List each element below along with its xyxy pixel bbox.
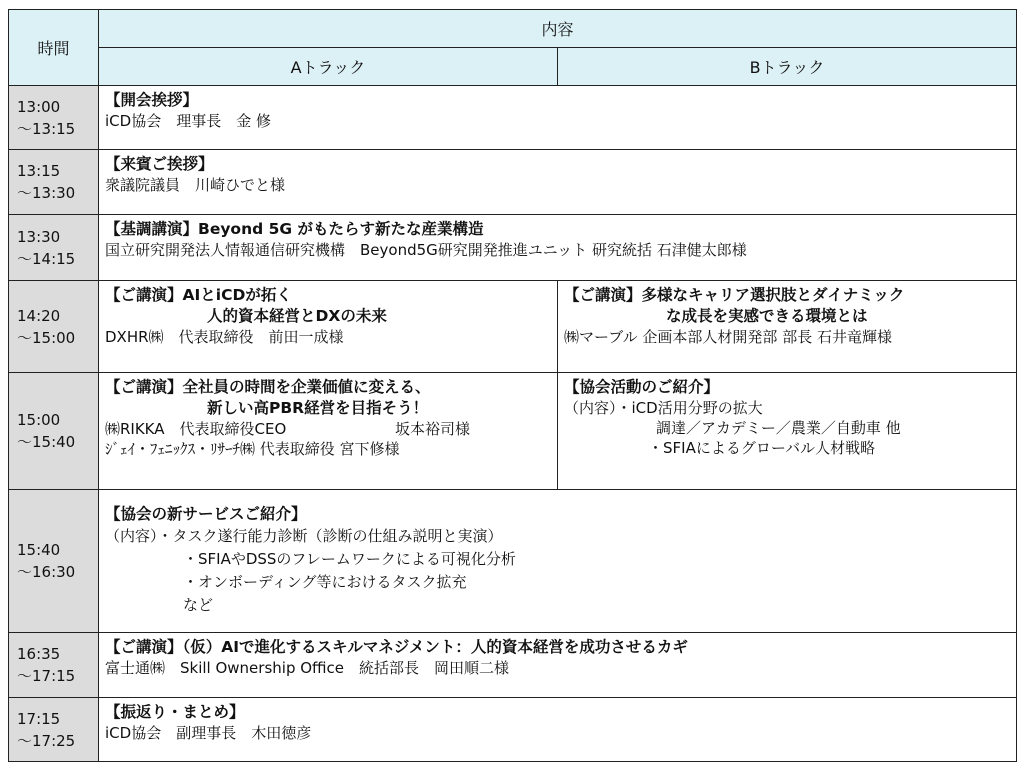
session-cell: [99, 633, 1017, 698]
session-speaker: DXHR㈱ 代表取締役 前田一成様: [105, 328, 344, 346]
time-start: 15:00: [17, 411, 61, 429]
session-speaker-row: [105, 419, 551, 439]
session-speaker: 衆議院議員 川崎ひでと様: [105, 176, 286, 194]
time-end: ～17:15: [17, 667, 76, 685]
time-start: 14:20: [17, 306, 61, 325]
time-cell: [9, 150, 99, 215]
time-cell: [9, 490, 99, 633]
session-speaker: ㈱RIKKA 代表取締役CEO: [105, 420, 287, 438]
session-title-cont: 新しい高PBR経営を目指そう！: [207, 399, 429, 417]
header-row-2: [9, 48, 1017, 86]
session-detail: ・SFIAやDSSのフレームワークによる可視化分析: [183, 550, 516, 568]
session-detail: ・SFIAによるグローバル人材戦略: [648, 439, 876, 457]
session-speaker: 国立研究開発法人情報通信研究機構 Beyond5G研究開発推進ユニット 研究統括 石津健太郎様: [105, 241, 747, 259]
session-speaker: iCD協会 副理事長 木田徳彦: [105, 724, 312, 742]
session-speaker-name: 坂本裕司様: [395, 420, 471, 438]
session-cell: [99, 698, 1017, 762]
session-title: 【協会活動のご紹介】: [564, 378, 720, 396]
session-cell: [99, 150, 1017, 215]
header-row-1: [9, 10, 1017, 48]
time-start: 13:30: [17, 227, 61, 246]
session-cell-track-a: [99, 281, 558, 373]
time-end: ～14:15: [17, 249, 76, 268]
time-end: ～16:30: [17, 563, 76, 581]
time-start: 16:35: [17, 645, 61, 663]
table-row: [9, 86, 1017, 150]
header-content: 内容: [99, 10, 1017, 48]
session-title: 【基調講演】Beyond 5G がもたらす新たな産業構造: [105, 220, 484, 238]
session-cell: [99, 490, 1017, 633]
time-end: ～15:40: [17, 433, 76, 451]
session-cell-track-a: [99, 373, 558, 490]
time-start: 13:15: [17, 162, 61, 180]
time-start: 15:40: [17, 541, 61, 559]
session-cell-track-b: [558, 373, 1017, 490]
table-row: [9, 150, 1017, 215]
session-speaker: 富士通㈱ Skill Ownership Office 統括部長 岡田順二様: [105, 659, 510, 677]
session-title-cont: な成長を実感できる環境とは: [666, 307, 868, 325]
time-end: ～17:25: [17, 731, 76, 750]
header-track-b: Bトラック: [558, 48, 1017, 86]
session-title: 【ご講演】多様なキャリア選択肢とダイナミック: [564, 286, 905, 304]
session-cell: [99, 215, 1017, 281]
session-speaker: ㈱マーブル 企画本部人材開発部 部長 石井竜輝様: [564, 328, 892, 346]
header-track-a: Aトラック: [99, 48, 558, 86]
time-start: 17:15: [17, 709, 61, 728]
table-row: [9, 698, 1017, 762]
time-end: ～15:00: [17, 328, 76, 347]
session-detail: など: [183, 596, 214, 614]
session-title: 【振返り・まとめ】: [105, 703, 245, 721]
time-cell: [9, 86, 99, 150]
session-title: 【協会の新サービスご紹介】: [105, 505, 307, 523]
time-cell: [9, 373, 99, 490]
table-row: [9, 633, 1017, 698]
session-title: 【来賓ご挨拶】: [105, 155, 214, 173]
time-cell: [9, 281, 99, 373]
time-cell: [9, 633, 99, 698]
session-title: 【ご講演】AIとiCDが拓く: [105, 286, 292, 304]
time-cell: [9, 215, 99, 281]
session-detail: ・オンボーディング等におけるタスク拡充: [183, 573, 467, 591]
session-cell-track-b: [558, 281, 1017, 373]
time-cell: [9, 698, 99, 762]
session-speaker: iCD協会 理事長 金 修: [105, 112, 271, 130]
session-title-cont: 人的資本経営とDXの未来: [207, 307, 387, 325]
session-cell: [99, 86, 1017, 150]
session-title: 【開会挨拶】: [105, 91, 199, 109]
table-row: [9, 281, 1017, 373]
time-end: ～13:15: [17, 119, 76, 138]
header-time: 時間: [9, 10, 99, 86]
table-row: [9, 373, 1017, 490]
time-start: 13:00: [17, 97, 61, 116]
table-row: [9, 215, 1017, 281]
session-title: 【ご講演】全社員の時間を企業価値に変える、: [105, 378, 431, 396]
session-detail: （内容）・iCD活用分野の拡大: [564, 399, 763, 417]
session-speaker: ｼﾞｪｲ・ﾌｪﾆｯｸｽ・ﾘｻｰﾁ㈱ 代表取締役 宮下修様: [105, 440, 400, 458]
session-title: 【ご講演】（仮）AIで進化するスキルマネジメント：人的資本経営を成功させるカギ: [105, 638, 688, 656]
schedule-table: [8, 9, 1017, 762]
table-row: [9, 490, 1017, 633]
session-detail: 調達／アカデミー／農業／自動車 他: [656, 419, 901, 437]
time-end: ～13:30: [17, 184, 76, 202]
session-detail: （内容）・タスク遂行能力診断（診断の仕組み説明と実演）: [105, 527, 503, 545]
